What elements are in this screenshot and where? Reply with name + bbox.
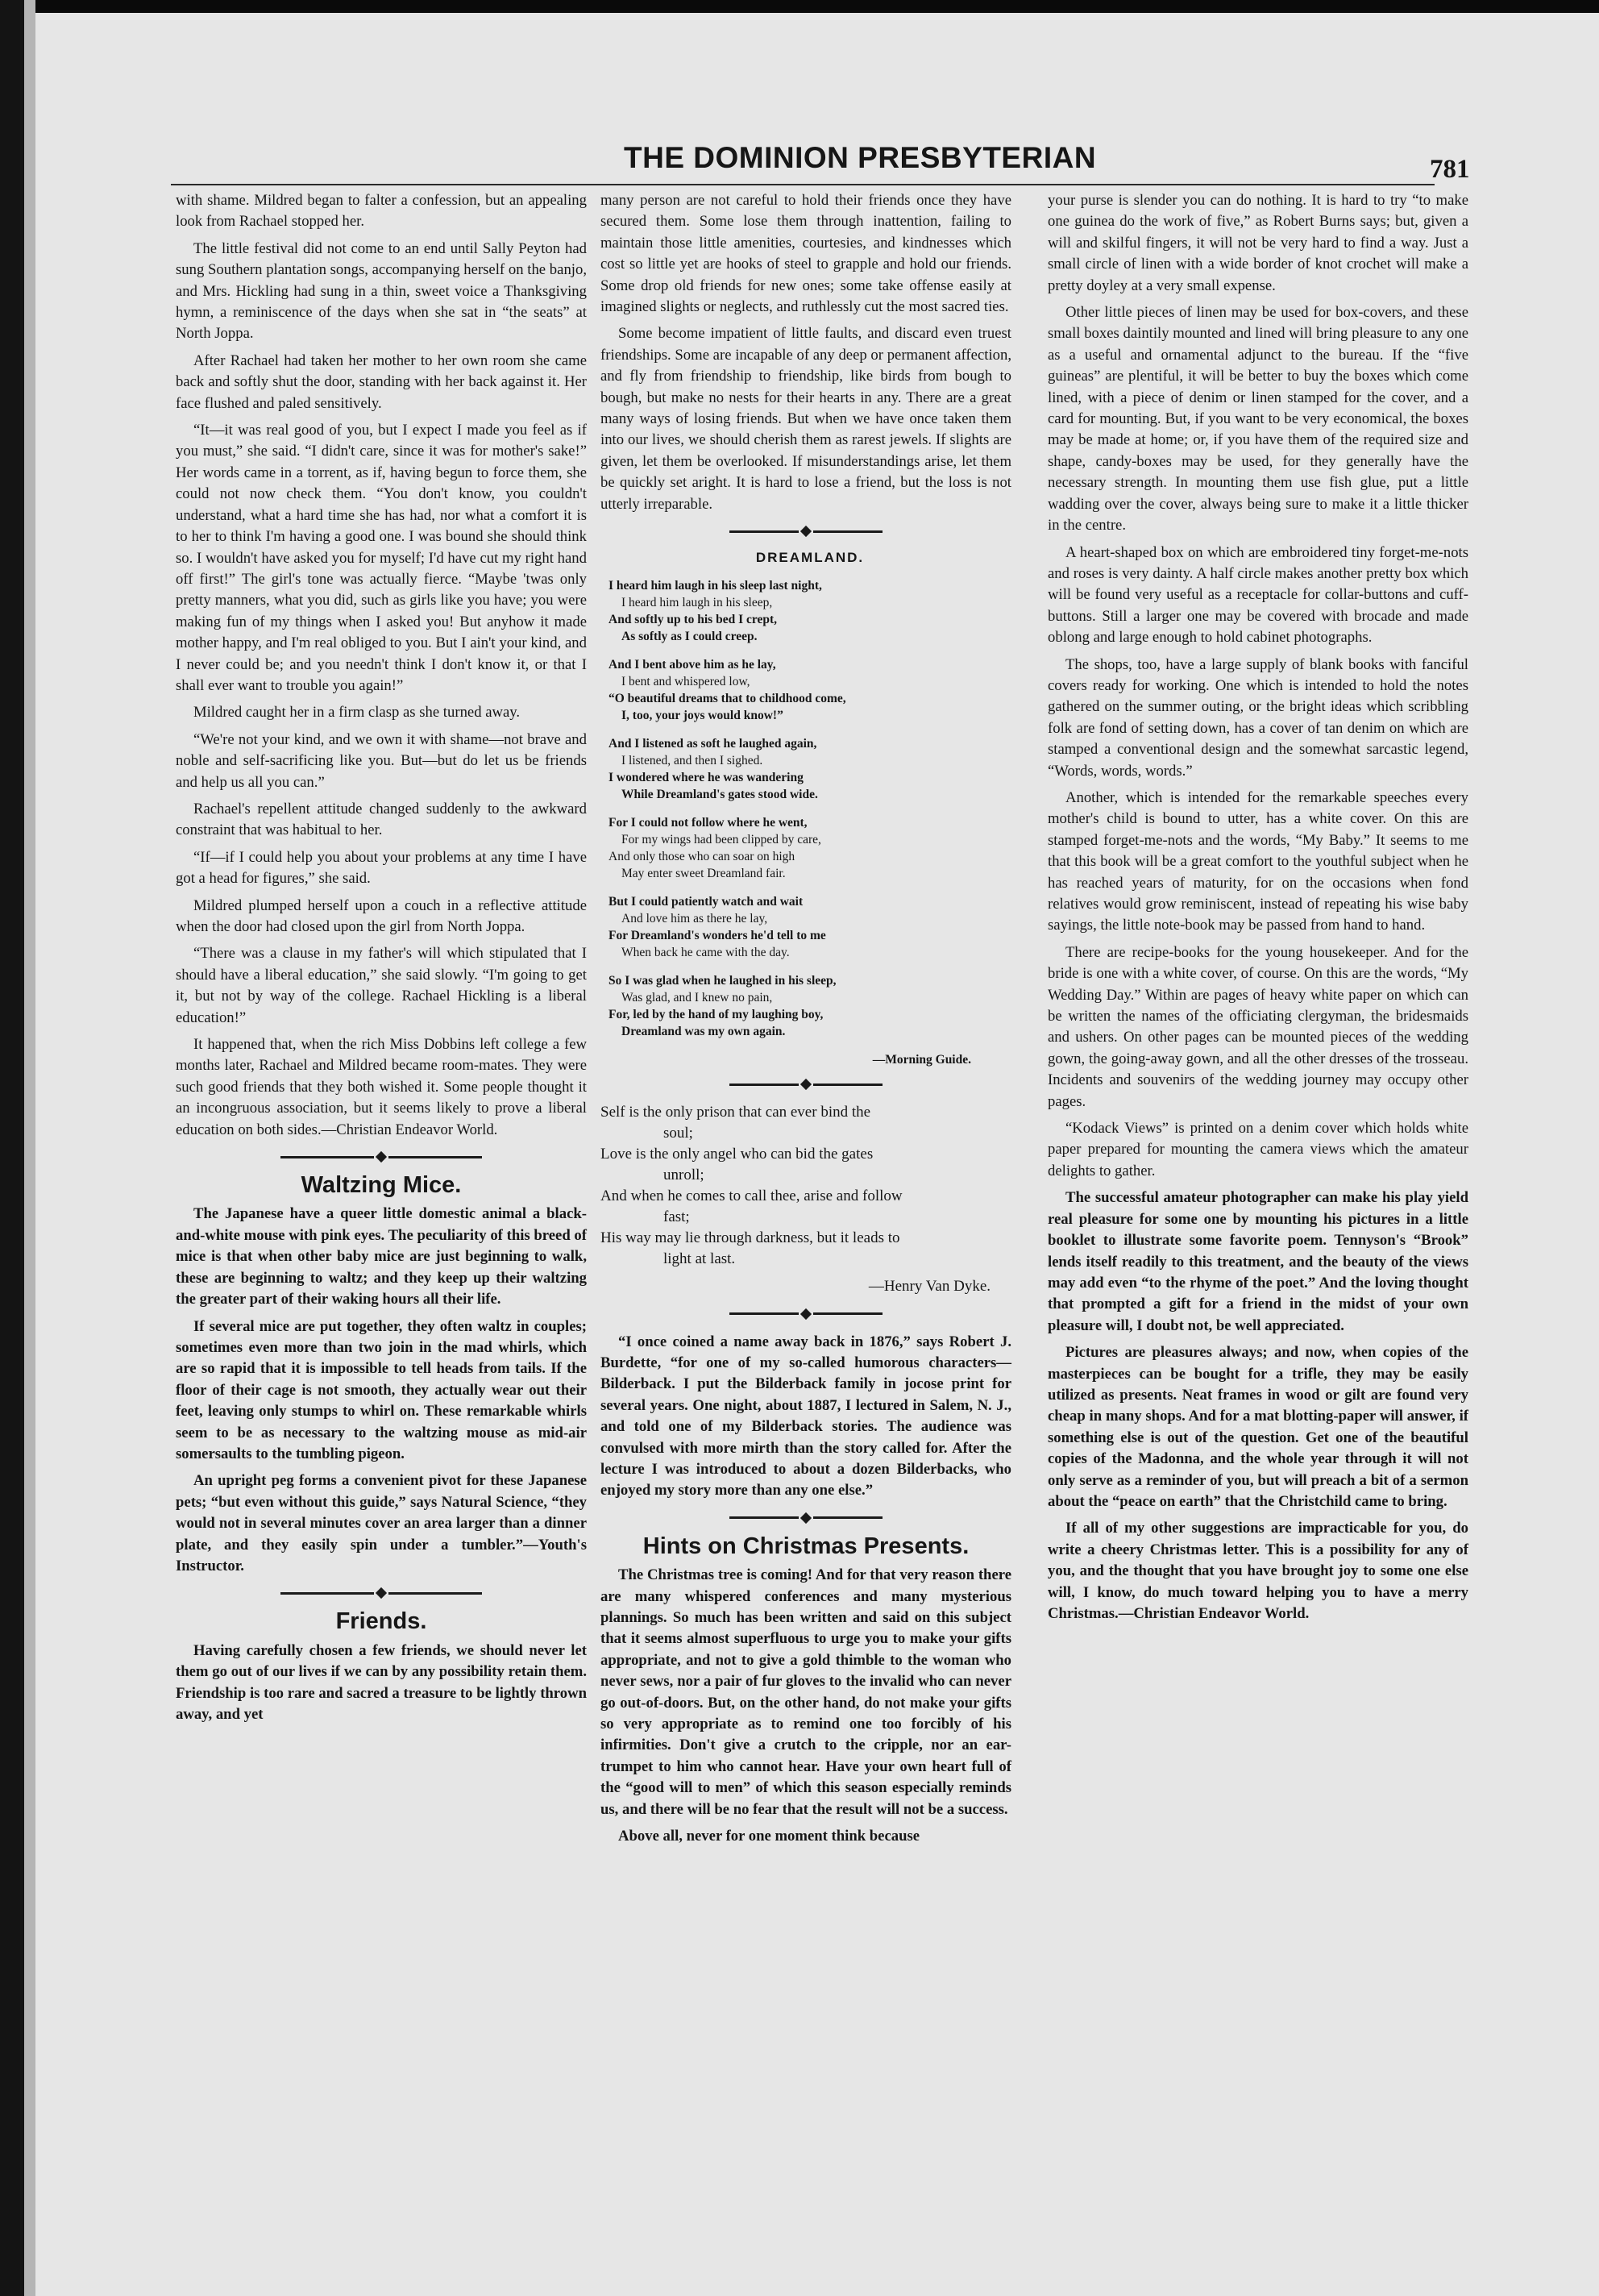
poem-line: For my wings had been clipped by care,: [621, 833, 821, 847]
poem-line: As softly as I could creep.: [621, 630, 758, 644]
page-number: 781: [1430, 155, 1470, 184]
paragraph: with shame. Mildred began to falter a confession, but an appealing look from Rachael stopped her.: [176, 192, 587, 231]
burdette-anecdote: [600, 1332, 1011, 1502]
paragraph: A heart-shaped box on which are embroidered tiny forget-me-nots and roses is very dainty. A half circle makes another pretty box which will be found very useful as a receptacle for collar-buttons and cuff-buttons. Still a larger one may be covered with brocade and made oblong and large enough to hold cabinet photographs.: [1048, 543, 1468, 647]
paragraph: Pictures are pleasures always; and now, when copies of the masterpieces can be bought for a trifle, they may be easily utilized as presents. Neat frames in wood or gilt are found very cheap in many shops. And for a mat blotting-paper will answer, if something else is out of the question. Get one of the beautiful copies of the Madonna, and the whole year through it will not only serve as a reminder of you, but will preach a bit of a sermon about the “peace on earth” that the Christchild came to bring.: [1048, 1344, 1468, 1510]
paragraph: If several mice are put together, they often waltz in couples; sometimes even more than two join in the mad whirls, which are so rapid that it is impossible to tell heads from tails. If the floor of their cage is not smooth, they actually wear out their feet, leaving only stumps to whirl on. These remarkable whirls seem to be as necessary to the waltzing mouse as mid-air somersaults to the tumbling pigeon.: [176, 1317, 587, 1462]
poem-line: For I could not follow where he went,: [608, 816, 808, 830]
column-2: [600, 190, 1011, 1853]
paragraph: your purse is slender you can do nothing. It is hard to try “to make one guinea do the work of five,” as Robert Burns says; but, given a will and skilful fingers, it will not be very hard to find a way. Just a small circle of linen with a wide border of knot crochet will make a pretty doyley at a very small expense.: [1048, 192, 1468, 294]
diamond-ornament-icon: [376, 1587, 387, 1599]
poem-line: For, led by the hand of my laughing boy,: [608, 1008, 824, 1022]
paragraph: “It—it was real good of you, but I expect I made you feel as if you must,” she said. “I didn't care, since it was for mother's sake!” Her words came in a torrent, as if, having begun to force them, she could not now check them. “You don't know, you couldn't understand, what a hard time she has had, nor what a comfort it is to her to think I'm having a good one. I was bound she should think so. I wouldn't have asked you for myself; I'd have cut my right hand off first!” The girl's tone was actually fierce. “Maybe 'twas only pretty manners, what you did, such as girls like you have; you were making fun of my things when I asked you! But anyhow it made mother happy, and I'm real obliged to you. But I ain't your kind, and I never could be; and you needn't think I don't know it, or that I shall ever want to trouble you again!”: [176, 422, 587, 694]
poem-line: Dreamland was my own again.: [621, 1025, 786, 1039]
paragraph: An upright peg forms a convenient pivot for these Japanese pets; “but even without this guide,” says Natural Science, “they would not in several minutes cover an area larger than a dinner plate, and they easily spin under a tumbler.”—Youth's Instructor.: [176, 1472, 587, 1574]
poem-stanza: [608, 656, 1011, 724]
paragraph: “We're not your kind, and we own it with shame—not brave and noble and self-sacrificing like you. But—but do let us be friends and help us all you can.”: [176, 730, 587, 791]
section-divider: [176, 1149, 587, 1165]
poem-stanza: [608, 577, 1011, 645]
page-title: THE DOMINION PRESBYTERIAN: [624, 141, 1097, 174]
paragraph: After Rachael had taken her mother to her own room she came back and softly shut the door, standing with her back against it. Her face flushed and paled sensitively.: [176, 351, 587, 412]
poem-line: May enter sweet Dreamland fair.: [621, 867, 786, 881]
diamond-ornament-icon: [800, 526, 812, 537]
scan-border-left-inner: [24, 0, 35, 2296]
paragraph: “I once coined a name away back in 1876,” says Robert J. Burdette, “for one of my so-called humorous characters—Bilderback. I put the Bilderback family in jocose print for several years. One night, about 1887, I lectured in Salem, N. J., and told one of my Bilderback stories. The audience was convulsed with more mirth than the story called for. After the lecture I was introduced to about a dozen Bilderbacks, who enjoyed my story more than any one else.”: [600, 1333, 1011, 1499]
paragraph: Other little pieces of linen may be used for box-covers, and these small boxes daintily mounted and lined will bring pleasure to any one as a useful and ornamental adjunct to the bureau. If the “five guineas” are plentiful, it will be better to buy the boxes which come lined, with a piece of denim or linen stamped for the cover, and a card for mounting. But, if you want to be very economical, the boxes may be made at home; or, if you have them of the required size and shape, candy-boxes may be used, for they generally have the necessary strength. In mounting them use fish glue, put a little wadding over the cover, always being sure to make it a little thicker in the centre.: [1048, 304, 1468, 534]
section-title: Waltzing Mice.: [301, 1172, 462, 1199]
paragraph: “There was a clause in my father's will which stipulated that I should have a liberal education,” she said slowly. “I'm going to get it, but not by way of the college. Rachael Hickling is a liberal education!”: [176, 945, 587, 1026]
poem-line: I listened, and then I sighed.: [621, 754, 763, 768]
diamond-ornament-icon: [800, 1079, 812, 1090]
article-hints-christmas-presents: [600, 1533, 1011, 1848]
section-divider: [600, 1510, 1011, 1526]
section-divider: [600, 523, 1011, 539]
diamond-ornament-icon: [800, 1512, 812, 1524]
paragraph: Mildred plumped herself upon a couch in a reflective attitude when the door had closed upon the girl from North Joppa.: [176, 896, 587, 935]
verse-line: Self is the only prison that can ever bind the soul;: [600, 1104, 871, 1142]
poem-line: “O beautiful dreams that to childhood come,: [608, 692, 846, 706]
paragraph: The Japanese have a queer little domestic animal a black-and-white mouse with pink eyes. The peculiarity of this breed of mice is that when other baby mice are just beginning to walk, these are beginning to waltz; and they keep up their waltzing the greater part of their waking hours all their life.: [176, 1205, 587, 1308]
poem-stanza: [608, 972, 1011, 1040]
paragraph: The successful amateur photographer can make his play yield real pleasure for some one by mounting his pictures in a little booklet to illustrate some favorite poem. Tennyson's “Brook” lends itself readily to this treatment, and the beauty of the views may add even “to the rhyme of the poet.” And the loving thought that prompted a gift for a friend in the midst of your own pleasure will, I doubt not, be well appreciated.: [1048, 1189, 1468, 1334]
diamond-ornament-icon: [376, 1151, 387, 1163]
section-divider: [176, 1585, 587, 1601]
poem-line: Was glad, and I knew no pain,: [621, 991, 773, 1005]
poem-line: While Dreamland's gates stood wide.: [621, 788, 818, 802]
paragraph: The Christmas tree is coming! And for that very reason there are many whispered conferences and many mysterious plannings. So much has been written and said on this subject that it seems almost superfluous to urge you to make your gifts appropriate, and not to give a gold thimble to the woman who never sews, nor a pair of fur gloves to the invalid who can never go out-of-doors. But, on the other hand, do not make your gifts so very appropriate as to remind one too forcibly of his infirmities. Don't give a crutch to the cripple, nor an ear-trumpet to him who cannot hear. Have your own heart full of the “good will to men” of which this season especially reminds us, and there will be no fear that the result will not be a success.: [600, 1566, 1011, 1818]
poem-line: But I could patiently watch and wait: [608, 895, 804, 909]
poem-dreamland: [608, 549, 1011, 1068]
section-title: Friends.: [335, 1608, 427, 1635]
poem-line: I wondered where he was wandering: [608, 771, 804, 785]
poem-line: And I listened as soft he laughed again,: [608, 737, 817, 751]
column-1: [176, 190, 587, 1731]
paragraph: Above all, never for one moment think because: [618, 1828, 920, 1845]
poem-line: So I was glad when he laughed in his sleep,: [608, 974, 837, 988]
poem-stanza: [608, 814, 1011, 882]
article-friends: [176, 1608, 587, 1725]
verse-line: And when he comes to call thee, arise and follow fast;: [600, 1188, 903, 1226]
poem-line: And softly up to his bed I crept,: [608, 613, 778, 627]
poem-stanza: [608, 735, 1011, 803]
column-3: [1048, 190, 1468, 1630]
paragraph: There are recipe-books for the young housekeeper. And for the bride is one with a white cover, of course. On this are the words, “My Wedding Day.” Within are pages of heavy white paper on which can be written the names of the officiating clergyman, the bridesmaids and ushers. On other pages can be mounted pieces of the wedding gown, the going-away gown, and all the other dresses of the trosseau. Incidents and souvenirs of the wedding journey may occupy other pages.: [1048, 943, 1468, 1110]
poem-line: And I bent above him as he lay,: [608, 658, 776, 672]
section-divider: [600, 1076, 1011, 1092]
paragraph: “If—if I could help you about your problems at any time I have got a head for figures,” she said.: [176, 848, 587, 888]
diamond-ornament-icon: [800, 1308, 812, 1319]
paragraph: Having carefully chosen a few friends, we should never let them go out of our lives if we can by any possibility retain them. Friendship is too rare and sacred a treasure to be lightly thrown away, and yet: [176, 1641, 587, 1723]
header-rule: [171, 184, 1435, 185]
poem-stanza: [608, 893, 1011, 961]
paragraph: It happened that, when the rich Miss Dobbins left college a few months later, Rachael and Mildred became room-mates. They were such good friends that they both wished it. Some people thought it an incongruous association, but it seems likely to prove a liberal education on both sides.—Christian Endeavor World.: [176, 1036, 587, 1138]
poem-line: And only those who can soar on high: [608, 850, 795, 864]
verse-attribution: —Henry Van Dyke.: [868, 1278, 991, 1296]
paragraph: The little festival did not come to an end until Sally Peyton had sung Southern plantation songs, accompanying herself on the banjo, and Mrs. Hickling had sung in a thin, sweet voice a Thanksgiving hymn, a reminiscence of the days when she sat in “the seats” at North Joppa.: [176, 239, 587, 343]
paragraph: Rachael's repellent attitude changed suddenly to the awkward constraint that was habitual to her.: [176, 800, 587, 839]
poem-line: When back he came with the day.: [621, 946, 790, 960]
verse-van-dyke: [600, 1102, 1011, 1270]
verse-line: His way may lie through darkness, but it leads to light at last.: [600, 1229, 900, 1268]
poem-title: DREAMLAND.: [755, 550, 865, 566]
scan-border-top: [0, 0, 1599, 13]
poem-line: And love him as there he lay,: [621, 912, 768, 926]
verse-line: Love is the only angel who can bid the gates unroll;: [600, 1146, 874, 1184]
paragraph: If all of my other suggestions are impracticable for you, do write a cheery Christmas letter. This is a possibility for any of you, and the thought that you have brought joy to some one else will, I know, do much toward helping you to have a merry Christmas.—Christian Endeavor World.: [1048, 1520, 1468, 1622]
poem-line: I bent and whispered low,: [621, 675, 750, 689]
section-title: Hints on Christmas Presents.: [642, 1533, 970, 1559]
poem-line: I heard him laugh in his sleep last night,: [608, 579, 822, 593]
paragraph: “Kodack Views” is printed on a denim cover which holds white paper prepared for mounting the camera views which the amateur delights to gather.: [1048, 1120, 1468, 1179]
paragraph: The shops, too, have a large supply of blank books with fanciful covers ready for working. One which is intended to hold the notes gathered on the summer outing, or the bright ideas which scribbling folk are fond of setting down, has a cover of tan denim on which are stamped a conventional design and the somewhat sarcastic legend, “Words, words, words.”: [1048, 655, 1468, 780]
poem-line: I heard him laugh in his sleep,: [621, 596, 773, 610]
poem-line: For Dreamland's wonders he'd tell to me: [608, 929, 826, 943]
poem-attribution: —Morning Guide.: [872, 1053, 971, 1067]
poem-line: I, too, your joys would know!”: [621, 709, 783, 723]
article-waltzing-mice: [176, 1172, 587, 1577]
paragraph: many person are not careful to hold their friends once they have secured them. Some lose them through inattention, failing to maintain those little amenities, courtesies, and kindnesses which cost so little yet are hooks of steel to grapple and hold our friends. Some drop old friends for new ones; some take offense easily at imagined slights or neglects, and ruthlessly cut the most sacred ties.: [600, 192, 1011, 316]
paragraph: Mildred caught her in a firm clasp as she turned away.: [193, 704, 521, 722]
scan-border-left: [0, 0, 24, 2296]
paragraph: Another, which is intended for the remarkable speeches every mother's child is bound to utter, has a white cover. On this are stamped forget-me-nots and the words, “My Baby.” It seems to me that this book will be a great comfort to the youthful subject when he has reached years of maturity, for on the occasions when fond relatives would grow reminiscent, instead of repeating his wise baby sayings, the little note-book may be passed from hand to hand.: [1048, 788, 1468, 934]
paragraph: Some become impatient of little faults, and discard even truest friendships. Some are incapable of any deep or permanent affection, and fly from friendship to friendship, like birds from bough to bough, but make no nests for their hearts in any. There are a great many ways of losing friends. But when we have once taken them into our lives, we should cherish them as rarest jewels. If slights are given, let them be overlooked. If misunderstandings arise, let them be quickly set aright. It is hard to lose a friend, but the loss is not utterly irreparable.: [600, 325, 1011, 513]
section-divider: [600, 1306, 1011, 1322]
